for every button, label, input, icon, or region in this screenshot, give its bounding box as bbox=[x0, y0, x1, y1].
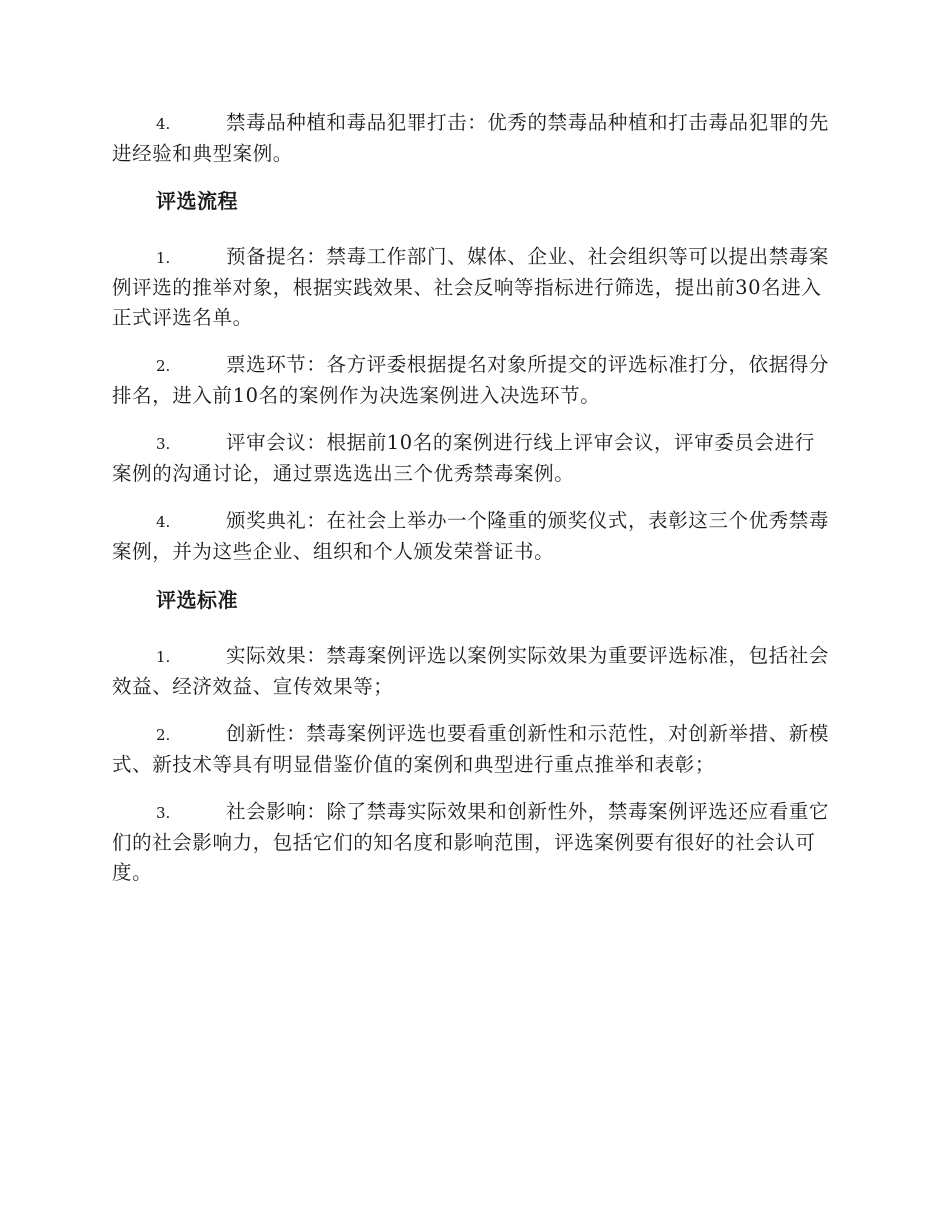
item-text: 实际效果：禁毒案例评选以案例实际效果为重要评选标准，包括社会效益、经济效益、宣传效果等； bbox=[112, 644, 830, 698]
list-item bbox=[112, 641, 834, 702]
item-number: 4. bbox=[156, 513, 171, 531]
section-heading-process: 评选流程 bbox=[156, 189, 238, 213]
item-text: 禁毒品种植和毒品犯罪打击：优秀的禁毒品种植和打击毒品犯罪的先进经验和典型案例。 bbox=[112, 111, 830, 165]
item-text: 预备提名：禁毒工作部门、媒体、企业、社会组织等可以提出禁毒案例评选的推举对象，根据实践效果、社会反响等指标进行筛选，提出前30名进入正式评选名单。 bbox=[112, 245, 830, 329]
item-number: 1. bbox=[156, 648, 171, 666]
item-number: 2. bbox=[156, 357, 171, 375]
list-item bbox=[112, 108, 834, 169]
list-item bbox=[112, 719, 834, 780]
item-text: 社会影响：除了禁毒实际效果和创新性外，禁毒案例评选还应看重它们的社会影响力，包括它们的知名度和影响范围，评选案例要有很好的社会认可度。 bbox=[112, 800, 830, 884]
item-text: 颁奖典礼：在社会上举办一个隆重的颁奖仪式，表彰这三个优秀禁毒案例，并为这些企业、组织和个人颁发荣誉证书。 bbox=[112, 509, 830, 563]
list-item bbox=[112, 797, 834, 888]
item-number: 4. bbox=[156, 115, 171, 133]
item-number: 3. bbox=[156, 435, 171, 453]
section-heading-criteria: 评选标准 bbox=[156, 588, 238, 612]
item-number: 3. bbox=[156, 804, 171, 822]
list-item bbox=[112, 428, 834, 489]
item-number: 1. bbox=[156, 249, 171, 267]
document-page bbox=[112, 108, 834, 888]
item-text: 评审会议：根据前10名的案例进行线上评审会议，评审委员会进行案例的沟通讨论，通过票选选出三个优秀禁毒案例。 bbox=[112, 431, 815, 485]
list-item bbox=[112, 242, 834, 333]
item-text: 创新性：禁毒案例评选也要看重创新性和示范性，对创新举措、新模式、新技术等具有明显借鉴价值的案例和典型进行重点推举和表彰； bbox=[112, 722, 830, 776]
list-item bbox=[112, 350, 834, 411]
item-text: 票选环节：各方评委根据提名对象所提交的评选标准打分，依据得分排名，进入前10名的案例作为决选案例进入决选环节。 bbox=[112, 353, 830, 407]
list-item bbox=[112, 506, 834, 567]
item-number: 2. bbox=[156, 726, 171, 744]
